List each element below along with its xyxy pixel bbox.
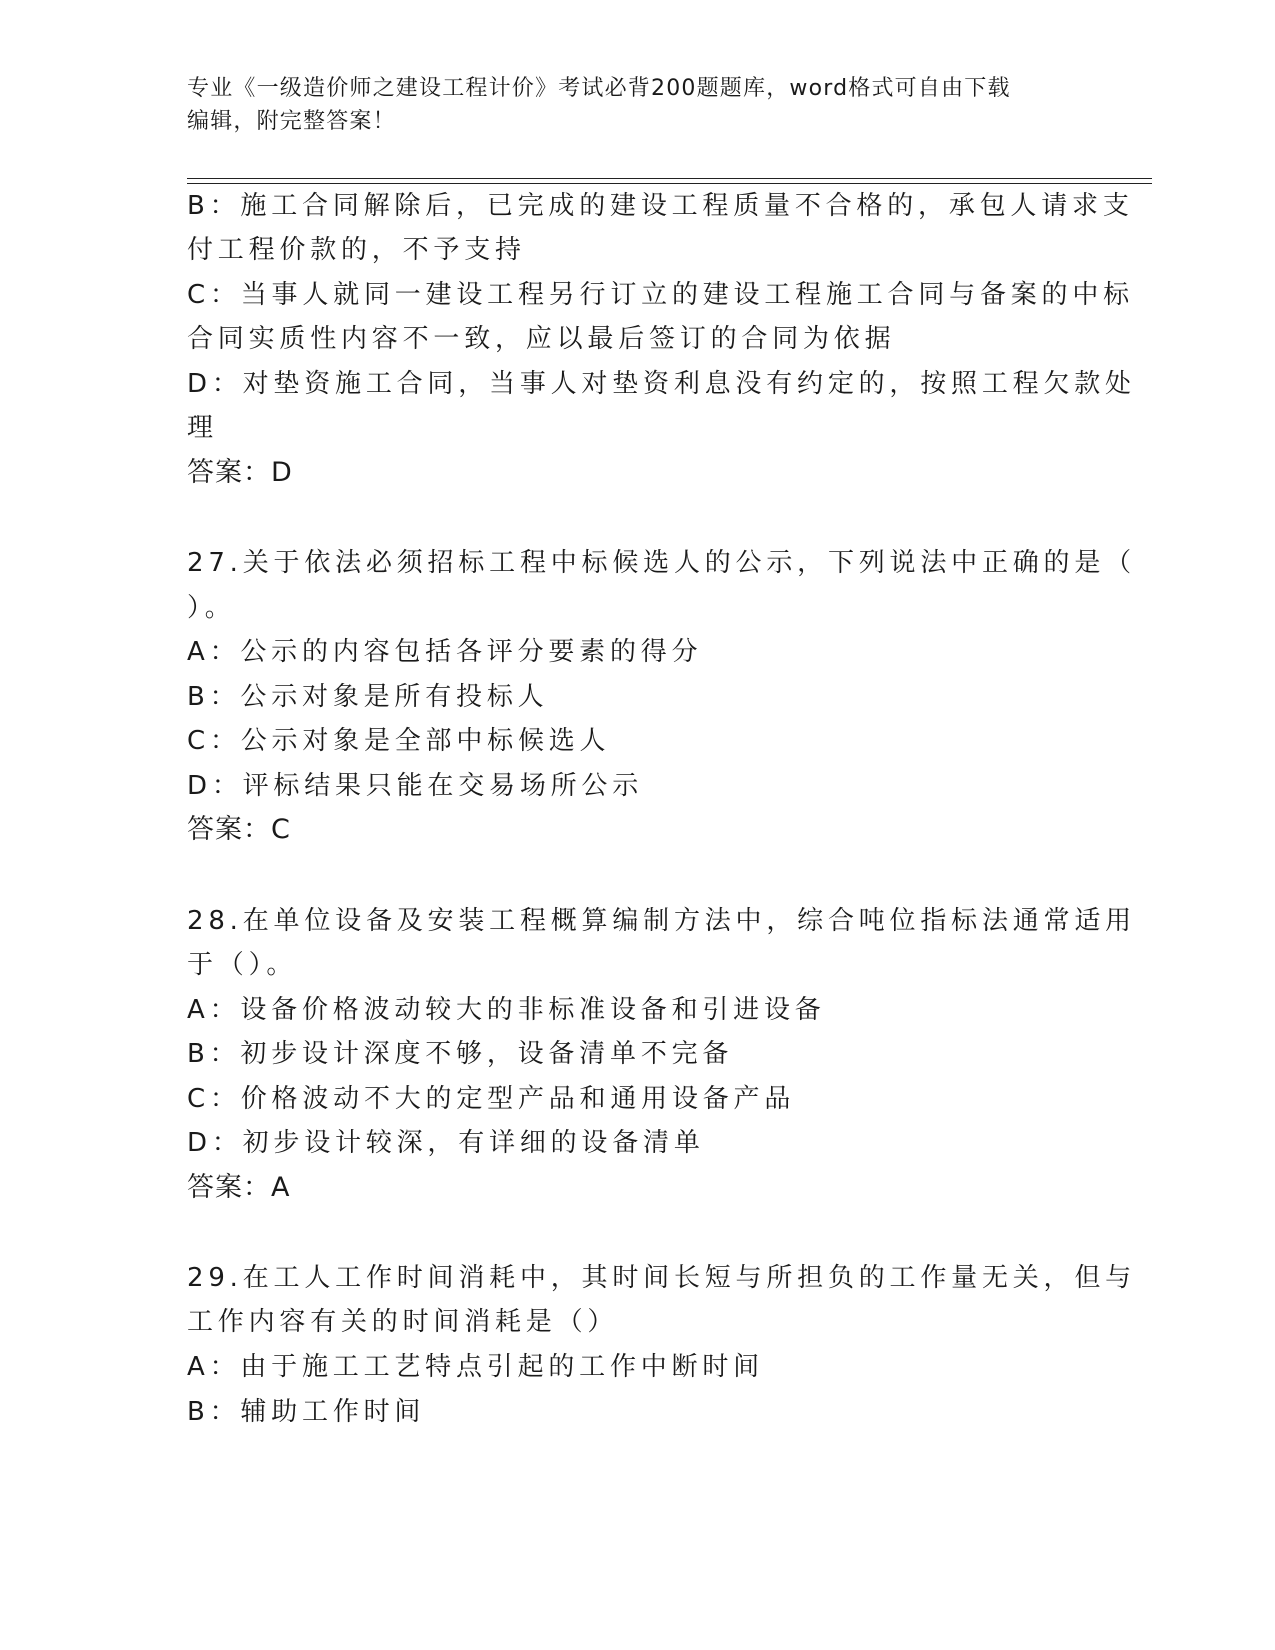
q26-option-d-cont: 理 bbox=[187, 413, 218, 443]
header-title-line: 编辑，附完整答案！ bbox=[187, 109, 396, 134]
q29-option-a: A：由于施工工艺特点引起的工作中断时间 bbox=[187, 1352, 764, 1382]
q26-option-c-cont: 合同实质性内容不一致，应以最后签订的合同为依据 bbox=[187, 324, 896, 354]
q29-stem: 29.在工人工作时间消耗中，其时间长短与所担负的工作量无关，但与 bbox=[187, 1263, 1136, 1293]
q26-option-d: D：对垫资施工合同，当事人对垫资利息没有约定的，按照工程欠款处 bbox=[187, 369, 1136, 399]
q26-answer: 答案：D bbox=[187, 457, 293, 488]
q28-option-d: D：初步设计较深，有详细的设备清单 bbox=[187, 1128, 705, 1158]
q28-stem: 28.在单位设备及安装工程概算编制方法中，综合吨位指标法通常适用 bbox=[187, 906, 1136, 936]
header-title-line: 专业《一级造价师之建设工程计价》考试必背200题题库，word格式可自由下载 bbox=[187, 76, 1011, 101]
q26-option-b: B：施工合同解除后，已完成的建设工程质量不合格的，承包人请求支 bbox=[187, 191, 1134, 221]
header-divider bbox=[187, 178, 1152, 179]
q26-option-c: C：当事人就同一建设工程另行订立的建设工程施工合同与备案的中标 bbox=[187, 280, 1134, 310]
q27-stem: 27.关于依法必须招标工程中标候选人的公示，下列说法中正确的是（ bbox=[187, 548, 1136, 578]
q28-stem-cont: 于（）。 bbox=[187, 950, 298, 980]
q27-option-a: A：公示的内容包括各评分要素的得分 bbox=[187, 637, 703, 667]
q27-answer: 答案：C bbox=[187, 814, 291, 845]
q29-stem-cont: 工作内容有关的时间消耗是（） bbox=[187, 1307, 619, 1337]
q26-option-b-cont: 付工程价款的，不予支持 bbox=[187, 235, 526, 265]
q28-answer: 答案：A bbox=[187, 1172, 291, 1203]
document-header bbox=[187, 72, 1087, 138]
q29-option-b: B：辅助工作时间 bbox=[187, 1397, 426, 1427]
q27-option-d: D：评标结果只能在交易场所公示 bbox=[187, 771, 644, 801]
header-divider bbox=[187, 183, 1152, 184]
q27-stem-cont: ）。 bbox=[187, 593, 236, 623]
q28-option-c: C：价格波动不大的定型产品和通用设备产品 bbox=[187, 1084, 796, 1114]
q28-option-b: B：初步设计深度不够，设备清单不完备 bbox=[187, 1039, 734, 1069]
q27-option-c: C：公示对象是全部中标候选人 bbox=[187, 726, 611, 756]
q27-option-b: B：公示对象是所有投标人 bbox=[187, 682, 549, 712]
q28-option-a: A：设备价格波动较大的非标准设备和引进设备 bbox=[187, 995, 826, 1025]
